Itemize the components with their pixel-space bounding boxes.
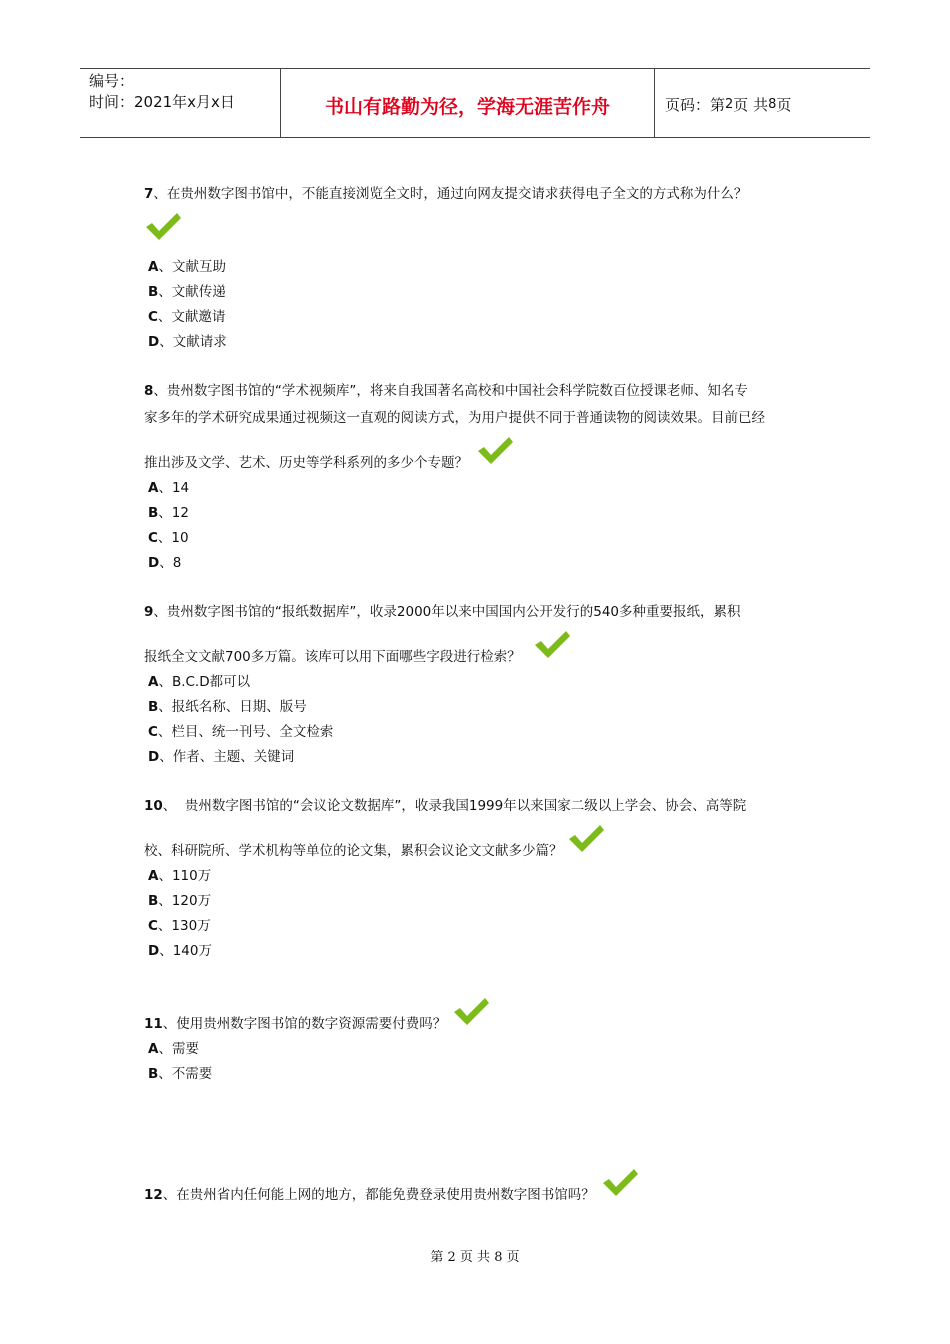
question-number: 10 <box>144 798 163 814</box>
header-page-info <box>655 69 870 137</box>
option-a[interactable]: A、14 <box>148 480 190 496</box>
document-time-label: 时间：2021年x月x日 <box>89 93 235 111</box>
page-total: 8 <box>768 96 777 112</box>
question-text-line3: 推出涉及文学、艺术、历史等学科系列的多少个专题？ <box>144 455 468 471</box>
question-text: 、在贵州省内任何能上网的地方，都能免费登录使用贵州数字图书馆吗？ <box>162 1187 595 1203</box>
question-text-line1: 、 贵州数字图书馆的“会议论文数据库”，收录我国1999年以来国家二级以上学会、协会、高等院 <box>162 798 747 814</box>
question-number: 7 <box>144 186 154 202</box>
option-d[interactable]: D、8 <box>148 555 182 571</box>
question-text-line1: 、贵州数字图书馆的“学术视频库”，将来自我国著名高校和中国社会科学院数百位授课老师、知名专 <box>153 383 748 399</box>
page-mid: 页 共 <box>733 95 769 114</box>
checkmark-icon <box>144 210 182 242</box>
header-motto: 书山有路勤为径，学海无涯苦作舟 <box>281 69 655 137</box>
option-b[interactable]: B、120万 <box>148 893 212 909</box>
question-number: 9 <box>144 604 154 620</box>
question-10 <box>144 794 814 964</box>
document-number-label: 编号： <box>89 72 135 90</box>
option-b[interactable]: B、不需要 <box>148 1066 213 1082</box>
option-c[interactable]: C、130万 <box>148 918 211 934</box>
option-c[interactable]: C、栏目、统一刊号、全文检索 <box>148 724 334 740</box>
checkmark-icon <box>452 995 490 1027</box>
question-text-line2: 校、科研院所、学术机构等单位的论文集，累积会议论文文献多少篇？ <box>144 843 563 859</box>
option-d[interactable]: D、作者、主题、关键词 <box>148 749 295 765</box>
question-number: 11 <box>144 1016 163 1032</box>
question-8 <box>144 379 814 576</box>
checkmark-icon <box>476 434 514 466</box>
checkmark-icon <box>567 822 605 854</box>
page-label: 页码：第 <box>665 95 726 114</box>
option-a[interactable]: A、文献互助 <box>148 259 226 275</box>
option-d[interactable]: D、140万 <box>148 943 212 959</box>
checkmark-icon <box>601 1166 639 1198</box>
option-b[interactable]: B、报纸名称、日期、版号 <box>148 699 307 715</box>
header-meta <box>80 69 281 137</box>
option-a[interactable]: A、110万 <box>148 868 212 884</box>
option-a[interactable]: A、需要 <box>148 1041 199 1057</box>
question-text-line2: 报纸全文文献700多万篇。该库可以用下面哪些字段进行检索？ <box>144 649 521 665</box>
question-list <box>144 182 814 1208</box>
question-number: 8 <box>144 383 154 399</box>
question-text-line1: 、贵州数字图书馆的“报纸数据库”，收录2000年以来中国国内公开发行的540多种重要报纸，累积 <box>153 604 741 620</box>
option-d[interactable]: D、文献请求 <box>148 334 227 350</box>
question-text: 、使用贵州数字图书馆的数字资源需要付费吗？ <box>162 1016 447 1032</box>
option-b[interactable]: B、12 <box>148 505 189 521</box>
option-c[interactable]: C、文献邀请 <box>148 309 226 325</box>
page-header <box>80 68 870 138</box>
checkmark-icon <box>533 628 571 660</box>
question-7 <box>144 182 814 355</box>
question-12 <box>144 1183 814 1208</box>
page-number: 2 <box>725 96 734 112</box>
question-number: 12 <box>144 1187 163 1203</box>
page-footer: 第 2 页 共 8 页 <box>430 1250 520 1265</box>
question-text-line2: 家多年的学术研究成果通过视频这一直观的阅读方式，为用户提供不同于普通读物的阅读效果。目前已经 <box>144 410 765 426</box>
option-b[interactable]: B、文献传递 <box>148 284 226 300</box>
question-9 <box>144 600 814 770</box>
page-end: 页 <box>776 95 792 114</box>
option-a[interactable]: A、B.C.D都可以 <box>148 674 251 690</box>
question-11 <box>144 1012 814 1087</box>
option-c[interactable]: C、10 <box>148 530 189 546</box>
question-text: 、在贵州数字图书馆中，不能直接浏览全文时，通过向网友提交请求获得电子全文的方式称为什么？ <box>153 186 748 202</box>
